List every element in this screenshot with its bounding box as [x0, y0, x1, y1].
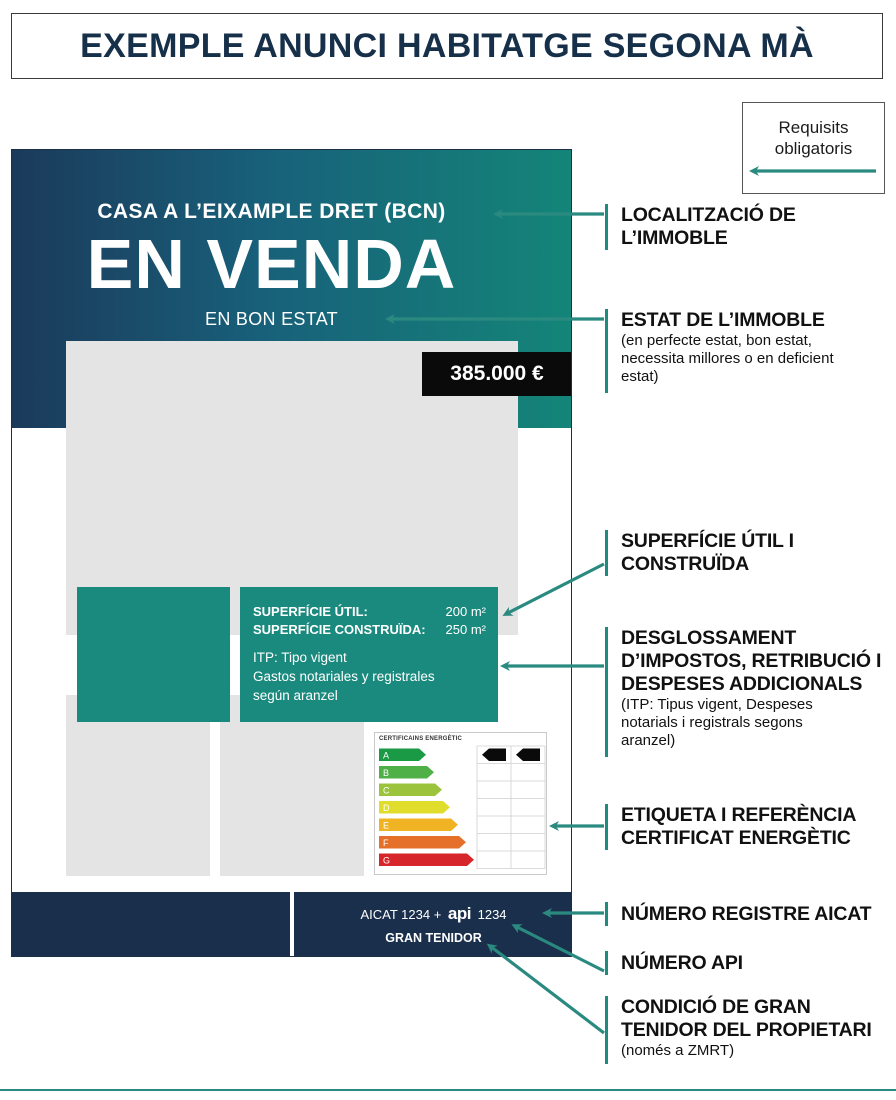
label-desglossament-group — [621, 627, 891, 750]
label-estat-sub: (en perfecte estat, bon estat, necessita millores o en deficient estat) — [621, 332, 834, 385]
itp-text — [253, 648, 486, 705]
label-desglossament: DESGLOSSAMENT D’IMPOSTOS, RETRIBUCIÓ I DESPESES ADDICIONALS — [621, 627, 882, 695]
photo-placeholder-small-1 — [66, 695, 210, 876]
label-superficie: SUPERFÍCIE ÚTIL I CONSTRUÏDA — [621, 530, 794, 575]
energy-title: CERTIFICAINS ENERGÈTIC — [379, 736, 463, 742]
energy-rating-arrow — [516, 749, 540, 762]
bracket-desglossament — [605, 627, 608, 757]
surface-util-label: SUPERFÍCIE ÚTIL: — [253, 604, 368, 619]
ad-footer-right — [294, 892, 572, 957]
surface-const-value: 250 m² — [445, 622, 486, 637]
label-desglossament-sub: (ITP: Tipus vigent, Despeses notarials i registrals segons aranzel) — [621, 696, 813, 749]
itp-line-1: ITP: Tipo vigent — [253, 650, 347, 665]
bracket-estat — [605, 309, 608, 393]
ad-footer-left — [12, 892, 290, 957]
energy-class-label: G — [383, 855, 391, 866]
page-title: EXEMPLE ANUNCI HABITATGE SEGONA MÀ — [80, 26, 814, 65]
energy-class-bar — [379, 836, 466, 849]
surface-const-label: SUPERFÍCIE CONSTRUÏDA: — [253, 622, 426, 637]
ad-mockup — [11, 149, 572, 957]
surface-info-box — [240, 587, 498, 722]
energy-class-label: B — [383, 768, 390, 778]
ad-location: CASA A L’EIXAMPLE DRET (BCN) — [97, 200, 446, 223]
api-logo: api — [447, 904, 471, 923]
bracket-etiqueta — [605, 804, 608, 850]
energy-class-label: E — [383, 820, 390, 831]
label-etiqueta: ETIQUETA I REFERÈNCIA CERTIFICAT ENERGÈTIC — [621, 804, 856, 849]
label-api: NÚMERO API — [621, 952, 743, 974]
surface-const-row — [253, 621, 486, 639]
itp-line-3: según aranzel — [253, 688, 338, 703]
energy-class-bar — [379, 801, 450, 814]
api-number: 1234 — [477, 907, 507, 922]
bracket-superficie — [605, 530, 608, 576]
label-localitzacio: LOCALITZACIÓ DE L’IMMOBLE — [621, 204, 796, 249]
photo-placeholder-small-2 — [220, 695, 364, 876]
label-gran-tenidor: CONDICIÓ DE GRAN TENIDOR DEL PROPIETARI — [621, 996, 872, 1041]
ad-condition: EN BON ESTAT — [205, 309, 338, 329]
bottom-rule — [0, 1089, 896, 1091]
energy-rating-arrow — [482, 749, 506, 762]
aicat-number: AICAT 1234 + — [360, 907, 442, 922]
energy-class-bar — [379, 819, 458, 832]
teal-square — [77, 587, 230, 722]
ad-headline: EN VENDA — [86, 225, 457, 303]
requisits-box — [742, 102, 885, 194]
energy-class-label: D — [383, 803, 390, 813]
label-aicat: NÚMERO REGISTRE AICAT — [621, 903, 872, 925]
energy-scale — [375, 733, 548, 876]
bracket-aicat — [605, 902, 608, 926]
aicat-line — [294, 904, 572, 924]
label-gran-tenidor-group — [621, 996, 891, 1060]
energy-certificate — [374, 732, 547, 875]
bracket-gran-tenidor — [605, 996, 608, 1064]
label-estat-group — [621, 309, 889, 386]
energy-class-label: C — [383, 785, 390, 796]
surface-util-row — [253, 603, 486, 621]
label-estat: ESTAT DE L’IMMOBLE — [621, 309, 825, 331]
price-tag: 385.000 € — [422, 352, 572, 396]
itp-line-2: Gastos notariales y registrales — [253, 669, 435, 684]
energy-class-bar — [379, 854, 474, 867]
energy-class-label: A — [383, 750, 390, 761]
surface-util-value: 200 m² — [445, 604, 486, 619]
arrow-gran-tenidor — [490, 946, 604, 1033]
label-gran-tenidor-sub: (només a ZMRT) — [621, 1042, 735, 1059]
title-box — [11, 13, 883, 79]
bracket-api — [605, 951, 608, 975]
energy-class-label: F — [383, 838, 389, 848]
requisits-text: Requisits obligatoris — [774, 118, 853, 158]
gran-tenidor-label: GRAN TENIDOR — [385, 931, 482, 945]
bracket-localitzacio — [605, 204, 608, 250]
